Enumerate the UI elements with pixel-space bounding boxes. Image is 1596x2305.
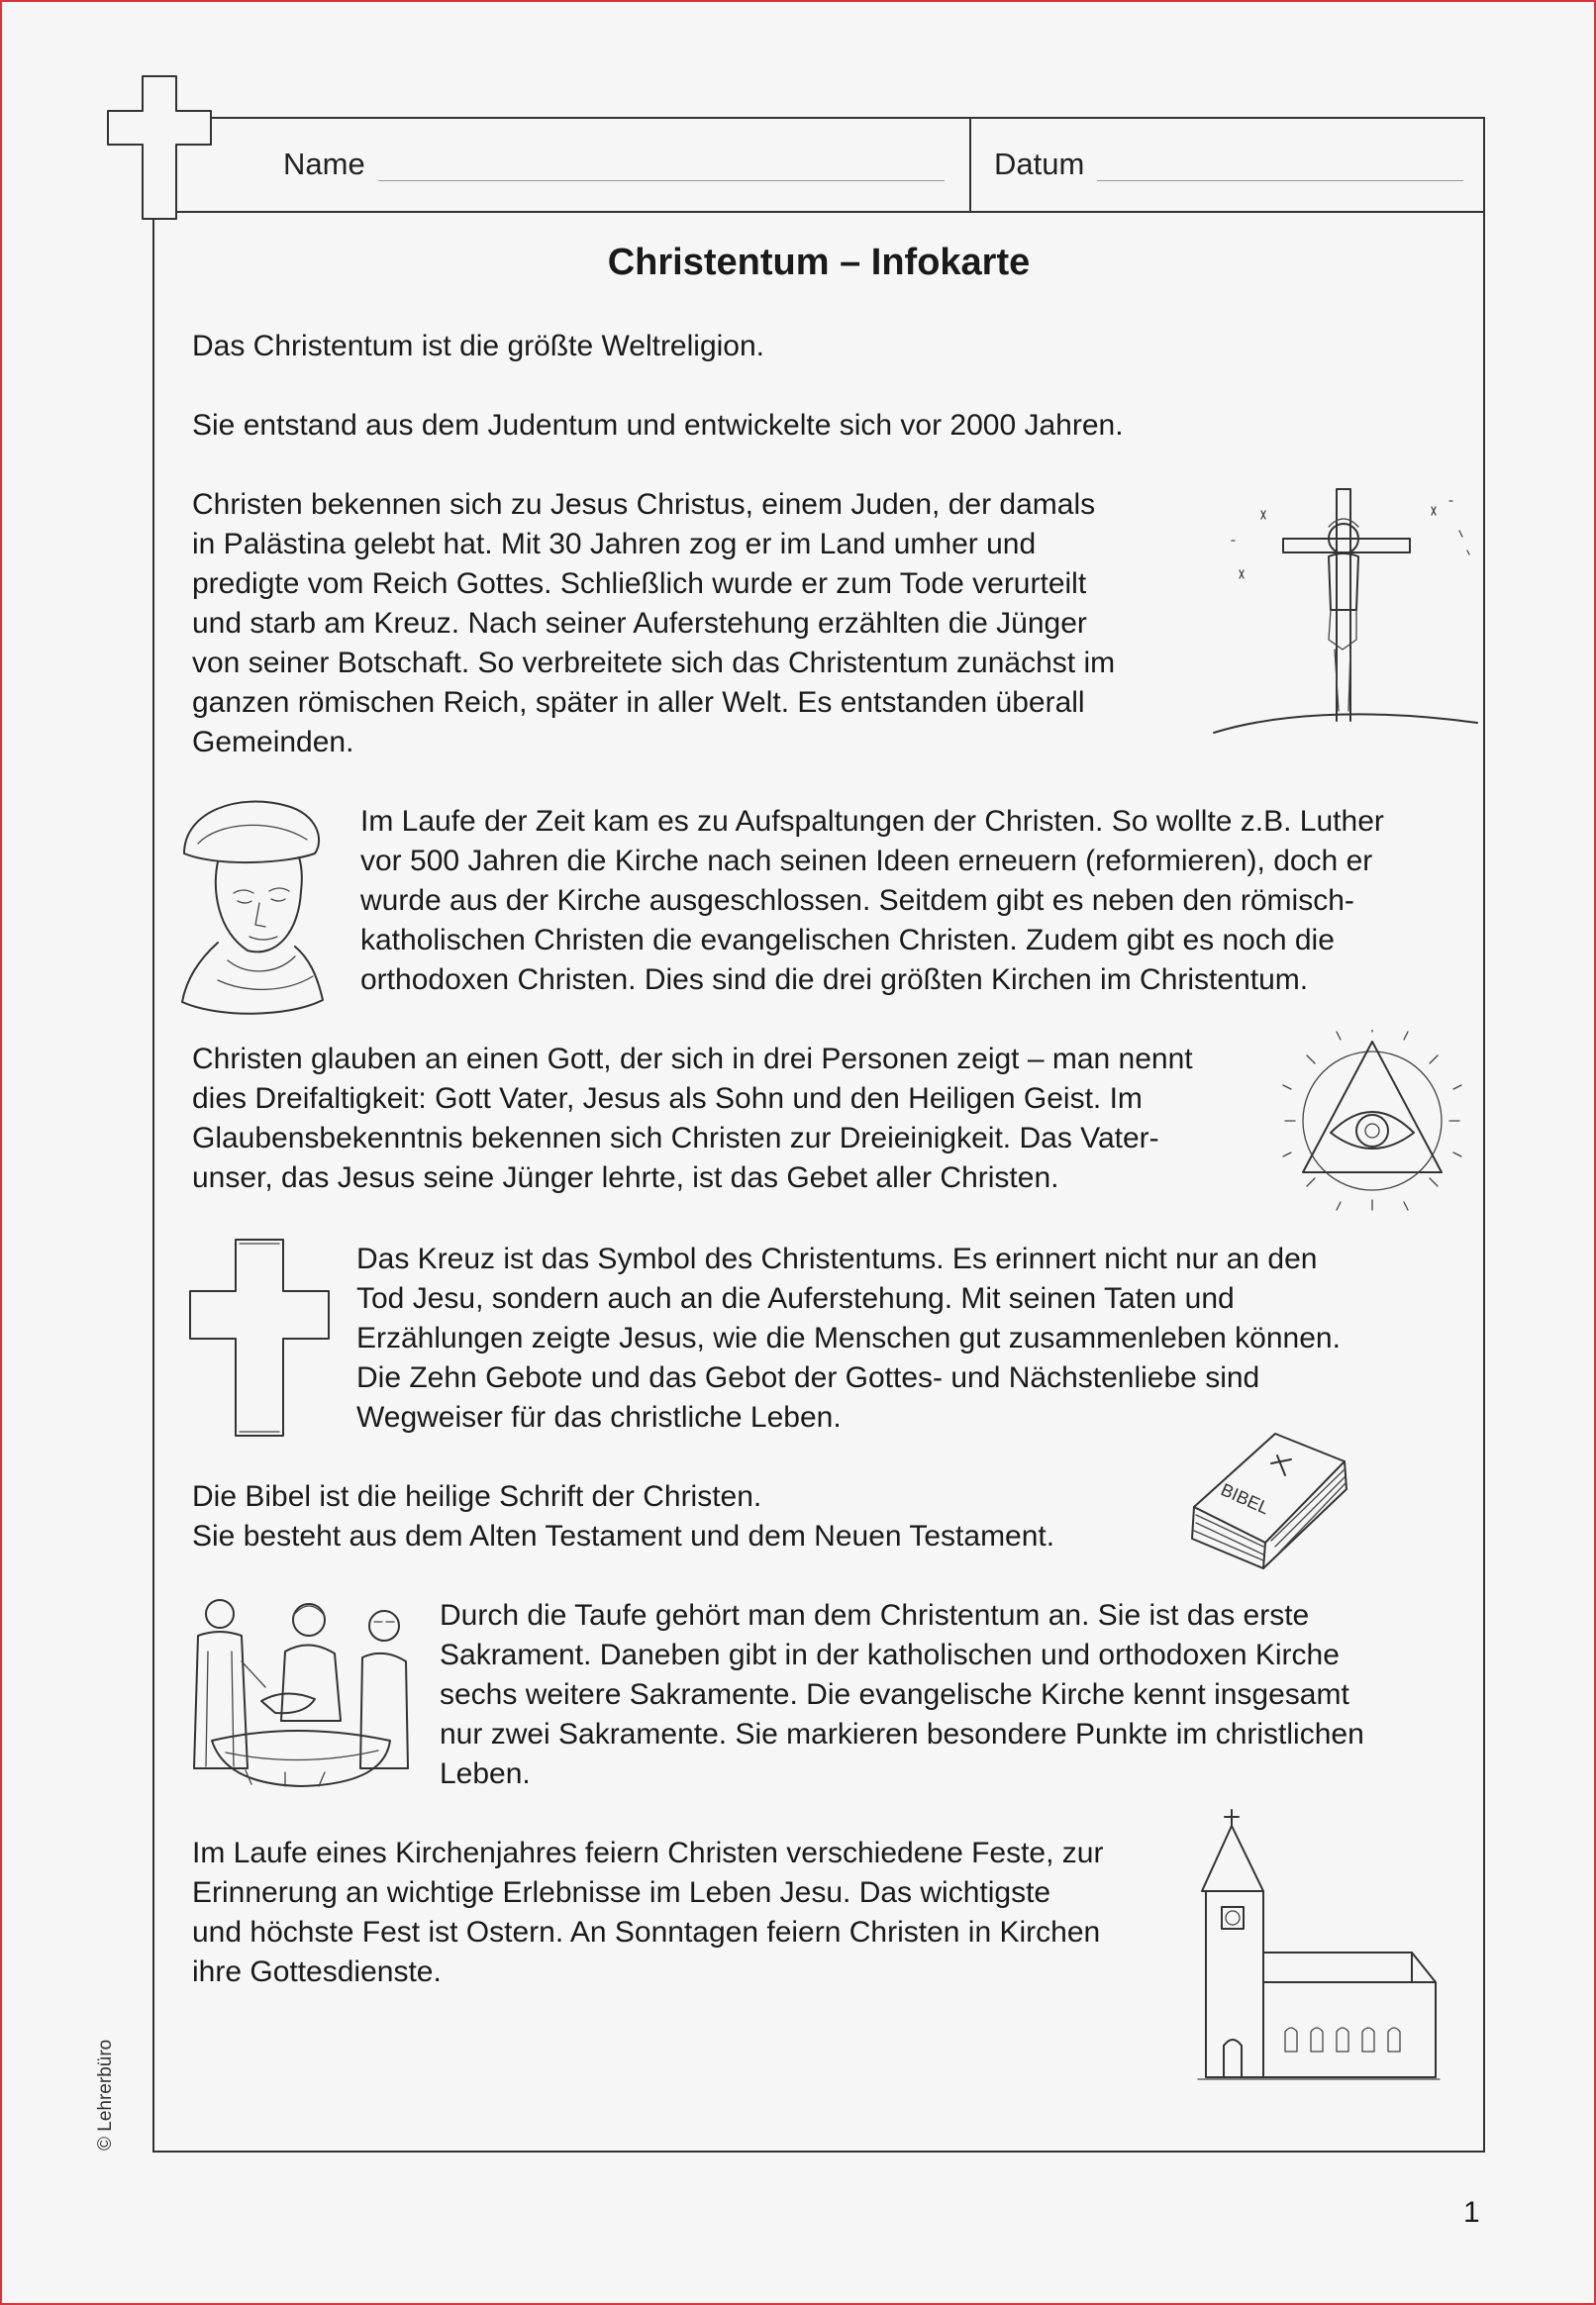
paragraph-jesus: Christen bekennen sich zu Jesus Christus, einem Juden, der damals in Palästina gelebt hat. Mit 30 Jahren zog er im Land umher und predigte vom Reich Gottes. Schließlich wurde er zum Tode verurteilt und starb am Kreuz. Nach seiner Auferstehung erzählten die Jünger von seiner Botschaft. So verbreitete sich das Christentum zunächst im ganzen römischen Reich, später in aller Welt. Es entstanden überall Gemeinden. [192, 488, 1116, 758]
paragraph-intro: Das Christentum ist die größte Weltreligion. [192, 330, 764, 362]
church-illustration [1194, 1808, 1442, 2081]
luther-portrait-illustration [178, 792, 325, 1018]
date-field[interactable] [1097, 180, 1463, 181]
paragraph-baptism: Durch die Taufe gehört man dem Christentum an. Sie ist das erste Sakrament. Daneben gibt in der katholischen und orthodoxen Kirche sechs weitere Sakramente. Die evangelische Kirche kennt insgesamt nur zwei Sakramente. Sie markieren besondere Punkte im christlichen Leben. [440, 1599, 1364, 1790]
name-field[interactable] [378, 180, 945, 181]
cross-tab-icon [107, 75, 212, 220]
baptism-illustration [186, 1592, 414, 1788]
bible-illustration [1186, 1432, 1352, 1570]
paragraph-cross: Das Kreuz ist das Symbol des Christentums. Es erinnert nicht nur an den Tod Jesu, sondern auch an die Auferstehung. Mit seinen Taten und Erzählungen zeigte Jesus, wie die Menschen gut zusammenleben können. Die Zehn Gebote und das Gebot der Gottes- und Nächstenliebe sind Wegweiser für das christliche Leben. [356, 1243, 1341, 1434]
trinity-eye-illustration [1281, 1030, 1463, 1212]
header-row [154, 119, 1483, 213]
header-divider [969, 119, 971, 211]
page-title: Christentum – Infokarte [607, 242, 1031, 283]
paragraph-origin: Sie entstand aus dem Judentum und entwickelte sich vor 2000 Jahren. [192, 409, 1124, 442]
paragraph-bible: Die Bibel ist die heilige Schrift der Christen. Sie besteht aus dem Alten Testament und dem Neuen Testament. [192, 1480, 1055, 1553]
crucifix-illustration [1212, 481, 1479, 741]
info-card [152, 117, 1485, 2153]
paragraph-churches: Im Laufe der Zeit kam es zu Aufspaltungen der Christen. So wollte z.B. Luther vor 500 Jahren die Kirche nach seinen Ideen erneuern (reformieren), doch er wurde aus der Kirche ausgeschlossen. Seitdem gibt es neben den römisch- katholischen Christen die evangelischen Christen. Zudem gibt es noch die orthodoxen Christen. Dies sind die drei größten Kirchen im Christentum. [360, 805, 1384, 996]
copyright-note: © Lehrerbüro [95, 2039, 116, 2151]
paragraph-church-year: Im Laufe eines Kirchenjahres feiern Christen verschiedene Feste, zur Erinnerung an wichtige Erlebnisse im Leben Jesu. Das wichtigste und höchste Fest ist Ostern. An Sonntagen feiern Christen in Kirchen ihre Gottesdienste. [192, 1837, 1104, 1988]
cross-symbol-illustration [186, 1236, 333, 1440]
bible-cover-text: BIBEL [1218, 1479, 1272, 1519]
date-label: Datum [994, 147, 1085, 181]
name-label: Name [283, 147, 365, 181]
paragraph-trinity: Christen glauben an einen Gott, der sich in drei Personen zeigt – man nennt dies Dreifaltigkeit: Gott Vater, Jesus als Sohn und den Heiligen Geist. Im Glaubensbekenntnis bekennen sich Christen zur Dreieinigkeit. Das Vater- unser, das Jesus seine Jünger lehrte, ist das Gebet aller Christen. [192, 1043, 1193, 1194]
page-number: 1 [1463, 2196, 1480, 2229]
